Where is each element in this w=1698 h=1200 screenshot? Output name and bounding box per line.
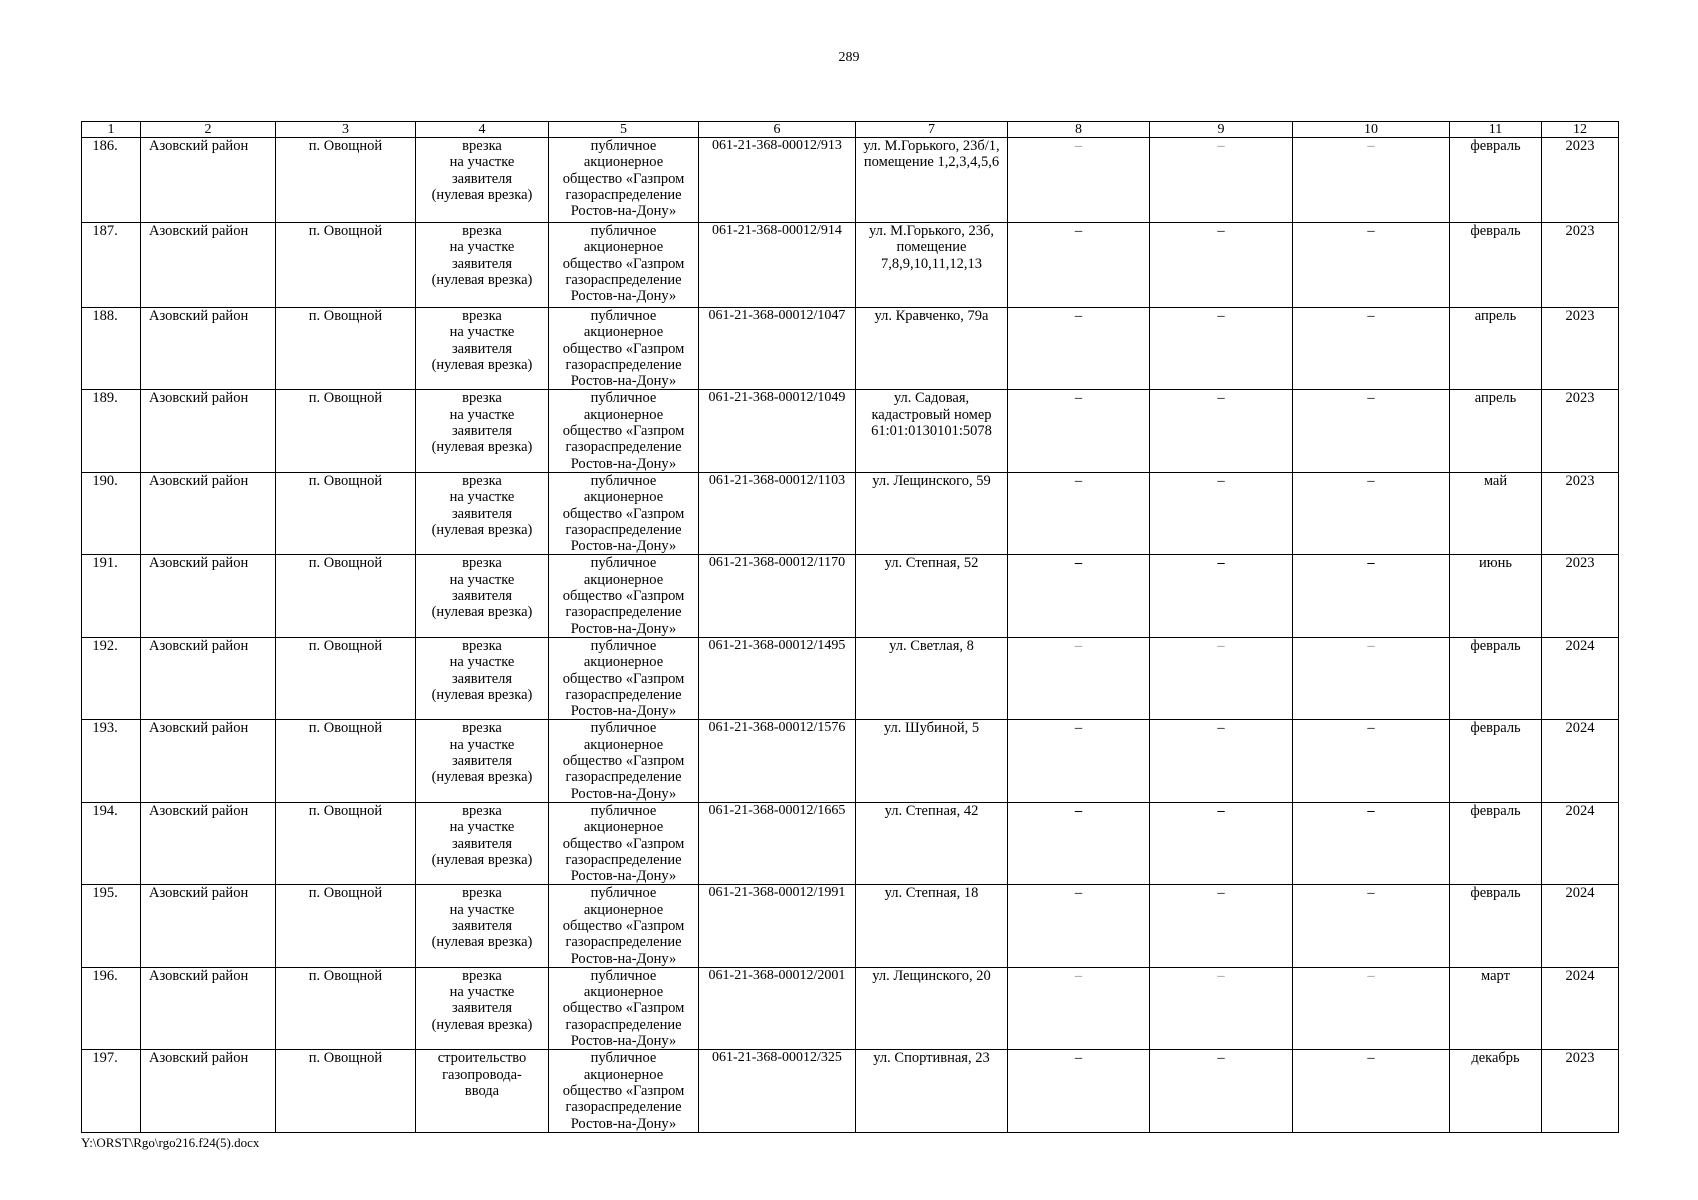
table-row [82,720,1619,802]
column-header: 8 [1008,122,1150,138]
table-row [82,308,1619,390]
column-8-cell: – [1008,138,1150,223]
month-cell: февраль [1450,802,1542,884]
column-9-cell: – [1150,720,1293,802]
column-10-cell: – [1293,223,1450,308]
address-cell: ул. Садовая, кадастровый номер 61:01:0130101:5078 [856,390,1008,472]
organization-cell: публичное акционерное общество «Газпром газораспределение Ростов-на-Дону» [549,555,699,637]
month-cell: апрель [1450,390,1542,472]
district-cell: Азовский район [141,223,276,308]
organization-cell: публичное акционерное общество «Газпром газораспределение Ростов-на-Дону» [549,637,699,719]
address-cell: ул. Спортивная, 23 [856,1050,1008,1132]
settlement-cell: п. Овощной [276,223,416,308]
month-cell: май [1450,472,1542,554]
column-9-cell: – [1150,555,1293,637]
column-9-cell: – [1150,967,1293,1049]
data-table [81,121,1619,1133]
year-cell: 2023 [1542,555,1619,637]
column-10-cell: – [1293,802,1450,884]
registration-code-cell: 061-21-368-00012/913 [699,138,856,223]
settlement-cell: п. Овощной [276,720,416,802]
row-number: 187. [82,223,141,308]
column-8-cell: – [1008,555,1150,637]
table-row [82,555,1619,637]
column-8-cell: – [1008,390,1150,472]
registration-code-cell: 061-21-368-00012/2001 [699,967,856,1049]
row-number: 188. [82,308,141,390]
table-row [82,223,1619,308]
work-type-cell: врезка на участке заявителя (нулевая врезка) [416,802,549,884]
table-row [82,138,1619,223]
row-number: 196. [82,967,141,1049]
district-cell: Азовский район [141,138,276,223]
year-cell: 2023 [1542,223,1619,308]
address-cell: ул. Степная, 18 [856,885,1008,967]
column-10-cell: – [1293,967,1450,1049]
registration-code-cell: 061-21-368-00012/1170 [699,555,856,637]
column-8-cell: – [1008,802,1150,884]
column-header: 6 [699,122,856,138]
table-row [82,802,1619,884]
month-cell: март [1450,967,1542,1049]
row-number: 195. [82,885,141,967]
file-path-footer: Y:\ORST\Rgo\rgo216.f24(5).docx [81,1135,260,1150]
month-cell: февраль [1450,138,1542,223]
month-cell: февраль [1450,637,1542,719]
address-cell: ул. Лещинского, 20 [856,967,1008,1049]
year-cell: 2023 [1542,308,1619,390]
work-type-cell: врезка на участке заявителя (нулевая врезка) [416,138,549,223]
column-9-cell: – [1150,223,1293,308]
column-8-cell: – [1008,472,1150,554]
row-number: 186. [82,138,141,223]
settlement-cell: п. Овощной [276,472,416,554]
month-cell: февраль [1450,885,1542,967]
settlement-cell: п. Овощной [276,555,416,637]
table-row [82,1050,1619,1132]
column-8-cell: – [1008,1050,1150,1132]
address-cell: ул. М.Горького, 23б, помещение 7,8,9,10,11,12,13 [856,223,1008,308]
work-type-cell: врезка на участке заявителя (нулевая врезка) [416,637,549,719]
work-type-cell: врезка на участке заявителя (нулевая врезка) [416,720,549,802]
work-type-cell: врезка на участке заявителя (нулевая врезка) [416,308,549,390]
month-cell: февраль [1450,720,1542,802]
column-8-cell: – [1008,223,1150,308]
column-10-cell: – [1293,555,1450,637]
row-number: 197. [82,1050,141,1132]
organization-cell: публичное акционерное общество «Газпром газораспределение Ростов-на-Дону» [549,308,699,390]
year-cell: 2023 [1542,138,1619,223]
column-header: 7 [856,122,1008,138]
registration-code-cell: 061-21-368-00012/1047 [699,308,856,390]
column-10-cell: – [1293,720,1450,802]
registration-code-cell: 061-21-368-00012/1665 [699,802,856,884]
column-header: 9 [1150,122,1293,138]
year-cell: 2024 [1542,967,1619,1049]
year-cell: 2024 [1542,802,1619,884]
address-cell: ул. Степная, 52 [856,555,1008,637]
district-cell: Азовский район [141,308,276,390]
row-number: 189. [82,390,141,472]
settlement-cell: п. Овощной [276,802,416,884]
column-10-cell: – [1293,390,1450,472]
settlement-cell: п. Овощной [276,390,416,472]
address-cell: ул. Кравченко, 79а [856,308,1008,390]
column-header: 1 [82,122,141,138]
district-cell: Азовский район [141,555,276,637]
organization-cell: публичное акционерное общество «Газпром газораспределение Ростов-на-Дону» [549,1050,699,1132]
table-body [82,138,1619,1133]
column-header: 12 [1542,122,1619,138]
column-9-cell: – [1150,637,1293,719]
column-9-cell: – [1150,138,1293,223]
year-cell: 2023 [1542,390,1619,472]
month-cell: июнь [1450,555,1542,637]
year-cell: 2024 [1542,637,1619,719]
registration-code-cell: 061-21-368-00012/325 [699,1050,856,1132]
row-number: 191. [82,555,141,637]
work-type-cell: врезка на участке заявителя (нулевая врезка) [416,390,549,472]
column-9-cell: – [1150,802,1293,884]
column-header: 4 [416,122,549,138]
organization-cell: публичное акционерное общество «Газпром газораспределение Ростов-на-Дону» [549,802,699,884]
address-cell: ул. Шубиной, 5 [856,720,1008,802]
column-9-cell: – [1150,390,1293,472]
work-type-cell: строительство газопровода- ввода [416,1050,549,1132]
column-9-cell: – [1150,1050,1293,1132]
address-cell: ул. Лещинского, 59 [856,472,1008,554]
column-header: 5 [549,122,699,138]
row-number: 193. [82,720,141,802]
organization-cell: публичное акционерное общество «Газпром газораспределение Ростов-на-Дону» [549,138,699,223]
month-cell: апрель [1450,308,1542,390]
row-number: 190. [82,472,141,554]
table-row [82,637,1619,719]
column-10-cell: – [1293,1050,1450,1132]
district-cell: Азовский район [141,885,276,967]
settlement-cell: п. Овощной [276,308,416,390]
district-cell: Азовский район [141,472,276,554]
address-cell: ул. Светлая, 8 [856,637,1008,719]
registration-code-cell: 061-21-368-00012/914 [699,223,856,308]
row-number: 194. [82,802,141,884]
column-10-cell: – [1293,885,1450,967]
row-number: 192. [82,637,141,719]
address-cell: ул. Степная, 42 [856,802,1008,884]
registration-code-cell: 061-21-368-00012/1049 [699,390,856,472]
header-row [82,122,1619,138]
month-cell: февраль [1450,223,1542,308]
column-8-cell: – [1008,720,1150,802]
address-cell: ул. М.Горького, 23б/1, помещение 1,2,3,4,5,6 [856,138,1008,223]
organization-cell: публичное акционерное общество «Газпром газораспределение Ростов-на-Дону» [549,967,699,1049]
organization-cell: публичное акционерное общество «Газпром газораспределение Ростов-на-Дону» [549,223,699,308]
column-8-cell: – [1008,308,1150,390]
column-10-cell: – [1293,472,1450,554]
work-type-cell: врезка на участке заявителя (нулевая врезка) [416,885,549,967]
district-cell: Азовский район [141,390,276,472]
column-header: 3 [276,122,416,138]
table-row [82,472,1619,554]
work-type-cell: врезка на участке заявителя (нулевая врезка) [416,223,549,308]
work-type-cell: врезка на участке заявителя (нулевая врезка) [416,472,549,554]
registration-code-cell: 061-21-368-00012/1495 [699,637,856,719]
year-cell: 2024 [1542,720,1619,802]
registration-code-cell: 061-21-368-00012/1103 [699,472,856,554]
organization-cell: публичное акционерное общество «Газпром газораспределение Ростов-на-Дону» [549,720,699,802]
column-10-cell: – [1293,308,1450,390]
column-8-cell: – [1008,637,1150,719]
organization-cell: публичное акционерное общество «Газпром газораспределение Ростов-на-Дону» [549,390,699,472]
settlement-cell: п. Овощной [276,637,416,719]
settlement-cell: п. Овощной [276,885,416,967]
work-type-cell: врезка на участке заявителя (нулевая врезка) [416,555,549,637]
year-cell: 2024 [1542,885,1619,967]
settlement-cell: п. Овощной [276,967,416,1049]
month-cell: декабрь [1450,1050,1542,1132]
settlement-cell: п. Овощной [276,1050,416,1132]
district-cell: Азовский район [141,967,276,1049]
work-type-cell: врезка на участке заявителя (нулевая врезка) [416,967,549,1049]
district-cell: Азовский район [141,802,276,884]
page-number: 289 [838,50,860,65]
column-10-cell: – [1293,138,1450,223]
organization-cell: публичное акционерное общество «Газпром газораспределение Ростов-на-Дону» [549,885,699,967]
district-cell: Азовский район [141,1050,276,1132]
column-9-cell: – [1150,308,1293,390]
table-row [82,967,1619,1049]
table-row [82,390,1619,472]
settlement-cell: п. Овощной [276,138,416,223]
column-8-cell: – [1008,885,1150,967]
district-cell: Азовский район [141,637,276,719]
registration-code-cell: 061-21-368-00012/1991 [699,885,856,967]
column-9-cell: – [1150,472,1293,554]
registration-code-cell: 061-21-368-00012/1576 [699,720,856,802]
year-cell: 2023 [1542,1050,1619,1132]
district-cell: Азовский район [141,720,276,802]
organization-cell: публичное акционерное общество «Газпром газораспределение Ростов-на-Дону» [549,472,699,554]
table-row [82,885,1619,967]
column-8-cell: – [1008,967,1150,1049]
year-cell: 2023 [1542,472,1619,554]
column-header: 2 [141,122,276,138]
column-header: 11 [1450,122,1542,138]
column-header: 10 [1293,122,1450,138]
column-9-cell: – [1150,885,1293,967]
column-10-cell: – [1293,637,1450,719]
